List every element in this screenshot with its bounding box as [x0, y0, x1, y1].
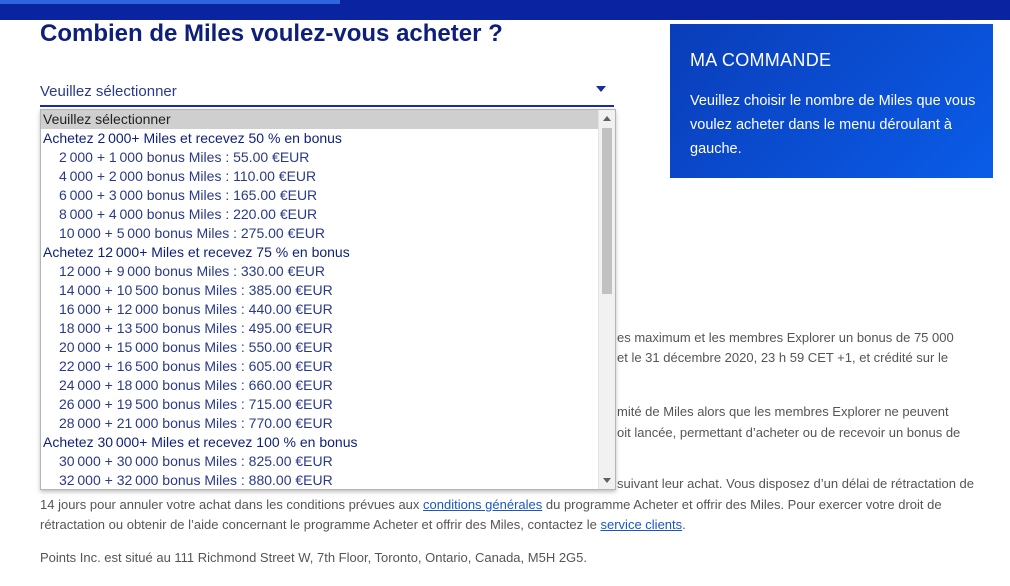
terms-text-line: es maximum et les membres Explorer un bonus de 75 000	[617, 330, 954, 345]
terms-text-line	[40, 517, 686, 532]
miles-select[interactable]	[40, 80, 614, 107]
option-item[interactable]: 16 000 + 12 000 bonus Miles : 440.00 €EUR	[59, 301, 333, 317]
option-group-label: Achetez 12 000+ Miles et recevez 75 % en bonus	[43, 244, 350, 260]
top-header-bar	[0, 0, 1010, 20]
header-accent-segment	[0, 0, 340, 4]
terms-text-line: oit lancée, permettant d’acheter ou de recevoir un bonus de	[617, 425, 961, 440]
terms-text-line: mité de Miles alors que les membres Explorer ne peuvent	[617, 404, 949, 419]
scroll-up-arrow-icon[interactable]	[603, 116, 611, 121]
dropdown-scrollbar[interactable]	[598, 110, 615, 489]
dropdown-options	[41, 110, 599, 490]
option-item[interactable]: 28 000 + 21 000 bonus Miles : 770.00 €EUR	[59, 415, 333, 431]
terms-text-line: et le 31 décembre 2020, 23 h 59 CET +1, et crédité sur le	[617, 350, 949, 365]
terms-text: rétractation ou obtenir de l’aide concernant le programme Acheter et offrir des Miles, contactez le	[40, 517, 601, 532]
scrollbar-thumb[interactable]	[602, 128, 612, 294]
miles-dropdown-list[interactable]	[40, 109, 616, 490]
page-title: Combien de Miles voulez-vous acheter ?	[40, 20, 503, 47]
caret-down-icon[interactable]	[596, 86, 606, 92]
option-item[interactable]: 4 000 + 2 000 bonus Miles : 110.00 €EUR	[59, 168, 317, 184]
order-summary-panel	[670, 24, 993, 178]
terms-text-line	[40, 497, 942, 512]
terms-text-line: suivant leur achat. Vous disposez d’un délai de rétractation de	[617, 476, 975, 491]
select-current-value: Veuillez sélectionner	[40, 83, 177, 100]
option-item[interactable]: 26 000 + 19 500 bonus Miles : 715.00 €EUR	[59, 396, 333, 412]
option-item[interactable]: 6 000 + 3 000 bonus Miles : 165.00 €EUR	[59, 187, 318, 203]
scroll-down-arrow-icon[interactable]	[603, 478, 611, 483]
option-item[interactable]: 10 000 + 5 000 bonus Miles : 275.00 €EUR	[59, 225, 325, 241]
terms-text: du programme Acheter et offrir des Miles. Pour exercer votre droit de	[542, 497, 942, 512]
terms-text: 14 jours pour annuler votre achat dans les conditions prévues aux	[40, 497, 424, 512]
option-item[interactable]: 22 000 + 16 500 bonus Miles : 605.00 €EUR	[59, 358, 333, 374]
option-item[interactable]: 14 000 + 10 500 bonus Miles : 385.00 €EUR	[59, 282, 333, 298]
option-item[interactable]: 2 000 + 1 000 bonus Miles : 55.00 €EUR	[59, 149, 310, 165]
conditions-generales-link[interactable]: conditions générales	[423, 497, 543, 512]
option-group-label: Achetez 2 000+ Miles et recevez 50 % en bonus	[43, 130, 342, 146]
terms-text: .	[682, 517, 686, 532]
option-placeholder-selected[interactable]: Veuillez sélectionner	[41, 110, 599, 129]
option-group-label: Achetez 30 000+ Miles et recevez 100 % en bonus	[43, 434, 358, 450]
option-item[interactable]: 24 000 + 18 000 bonus Miles : 660.00 €EUR	[59, 377, 333, 393]
option-item[interactable]: 30 000 + 30 000 bonus Miles : 825.00 €EUR	[59, 453, 333, 469]
company-address: Points Inc. est situé au 111 Richmond Street W, 7th Floor, Toronto, Ontario, Canada, M5H 2G5.	[40, 550, 588, 565]
order-title: MA COMMANDE	[690, 50, 832, 70]
option-item[interactable]: 20 000 + 15 000 bonus Miles : 550.00 €EUR	[59, 339, 333, 355]
option-item[interactable]: 8 000 + 4 000 bonus Miles : 220.00 €EUR	[59, 206, 318, 222]
option-item[interactable]: 18 000 + 13 500 bonus Miles : 495.00 €EUR	[59, 320, 333, 336]
service-clients-link[interactable]: service clients	[600, 517, 683, 532]
option-item[interactable]: 12 000 + 9 000 bonus Miles : 330.00 €EUR	[59, 263, 325, 279]
order-instructions: Veuillez choisir le nombre de Miles que vous voulez acheter dans le menu déroulant à gauche.	[690, 93, 976, 157]
option-item[interactable]: 32 000 + 32 000 bonus Miles : 880.00 €EUR	[59, 472, 333, 488]
